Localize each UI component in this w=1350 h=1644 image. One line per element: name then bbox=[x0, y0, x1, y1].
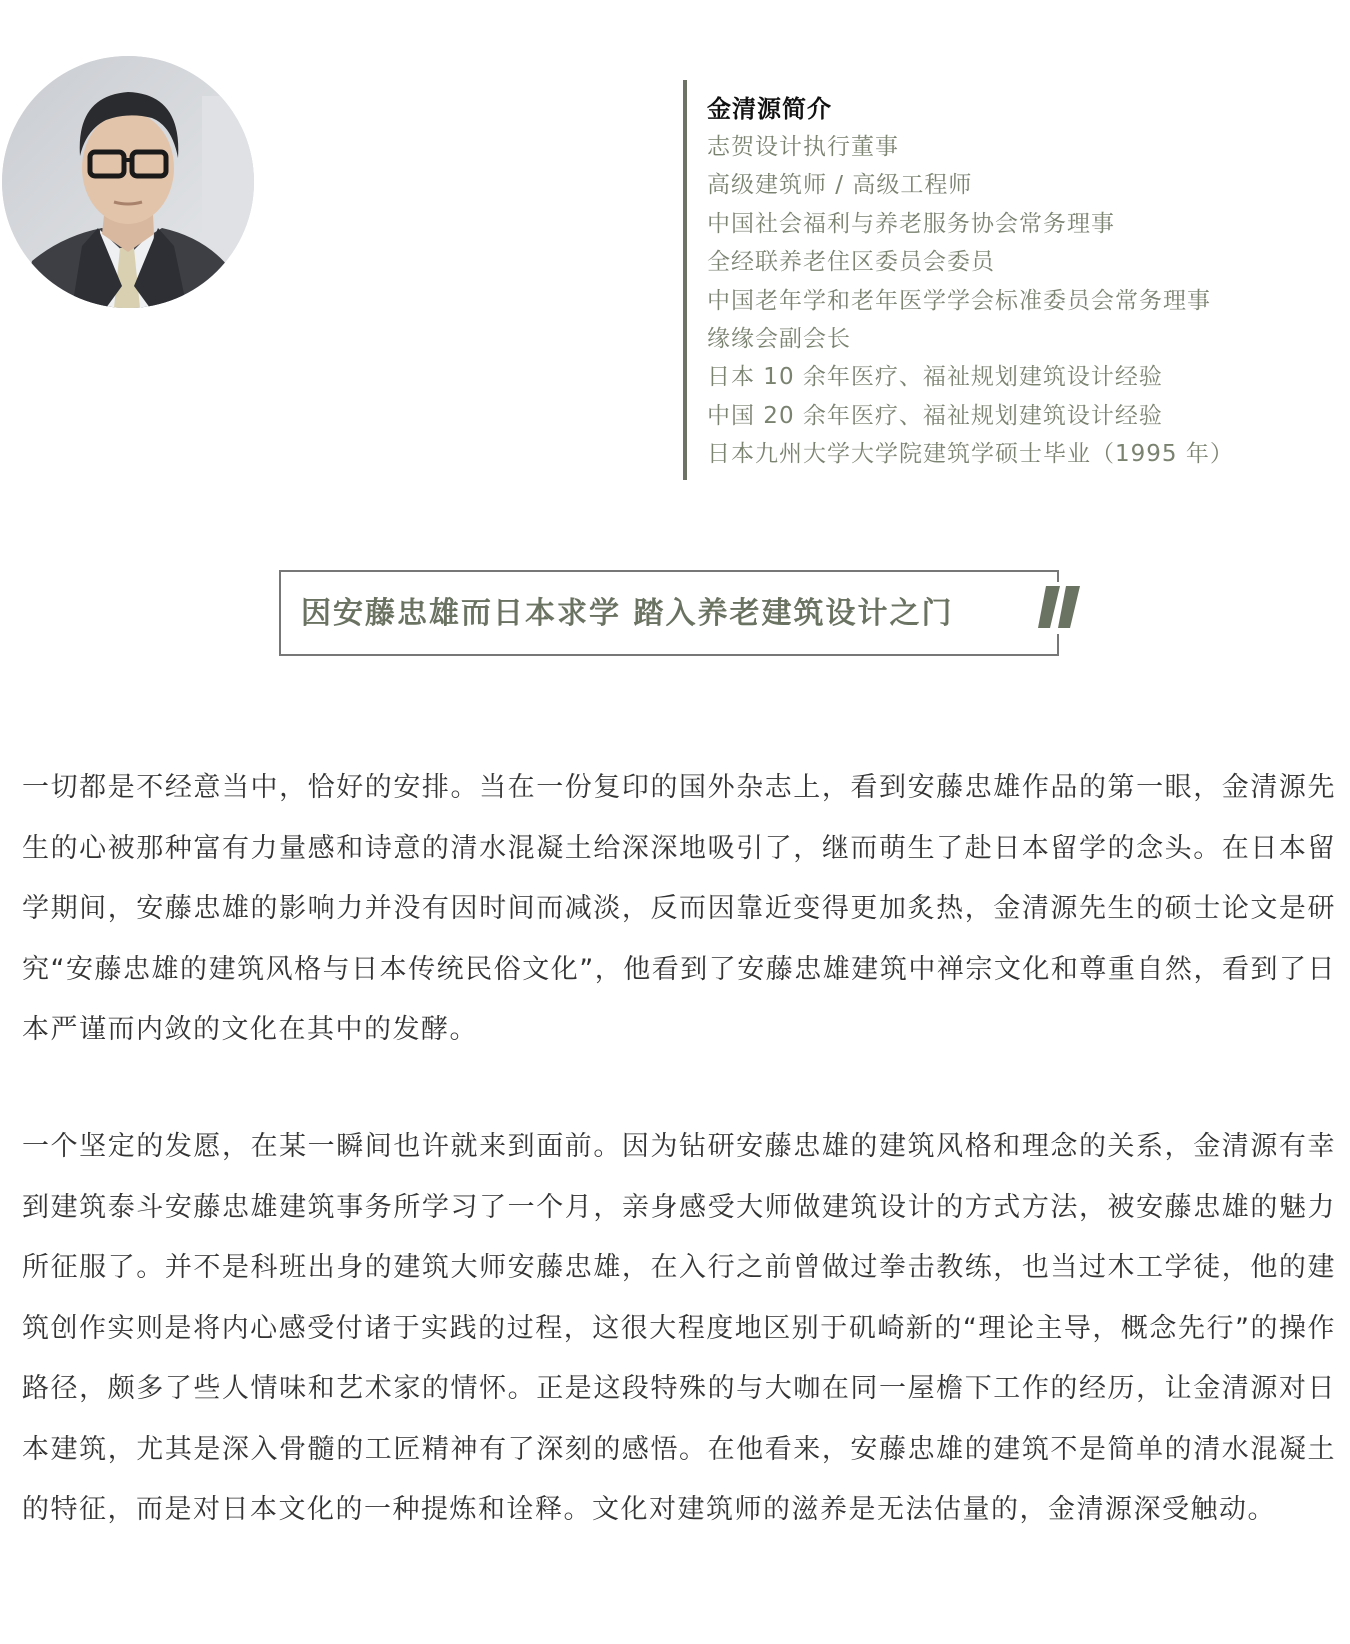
portrait-photo bbox=[2, 56, 254, 308]
bio-line: 中国老年学和老年医学学会标准委员会常务理事 bbox=[707, 287, 1211, 314]
section-headline: 因安藤忠雄而日本求学 踏入养老建筑设计之门 bbox=[301, 596, 954, 631]
quote-mark-icon bbox=[1036, 582, 1084, 634]
bio-title: 金清源简介 bbox=[707, 95, 832, 123]
bio-line: 中国 20 余年医疗、福祉规划建筑设计经验 bbox=[707, 402, 1163, 429]
bio-line: 全经联养老住区委员会委员 bbox=[707, 249, 995, 276]
section-headline-box bbox=[279, 570, 1059, 656]
bio-line: 缘缘会副会长 bbox=[707, 326, 851, 353]
bio-line: 日本 10 余年医疗、福祉规划建筑设计经验 bbox=[707, 364, 1163, 391]
bio-panel bbox=[683, 80, 1347, 480]
bio-line: 日本九州大学大学院建筑学硕士毕业（1995 年） bbox=[707, 441, 1234, 468]
bio-list bbox=[707, 128, 1347, 474]
article-paragraph: 一个坚定的发愿，在某一瞬间也许就来到面前。因为钻研安藤忠雄的建筑风格和理念的关系，金清源有幸到建筑泰斗安藤忠雄建筑事务所学习了一个月，亲身感受大师做建筑设计的方式方法，被安藤忠雄的魅力所征服了。并不是科班出身的建筑大师安藤忠雄，在入行之前曾做过拳击教练，也当过木工学徒，他的建筑创作实则是将内心感受付诸于实践的过程，这很大程度地区别于矶崎新的“理论主导，概念先行”的操作路径，颇多了些人情味和艺术家的情怀。正是这段特殊的与大咖在同一屋檐下工作的经历，让金清源对日本建筑，尤其是深入骨髓的工匠精神有了深刻的感悟。在他看来，安藤忠雄的建筑不是简单的清水混凝土的特征，而是对日本文化的一种提炼和诠释。文化对建筑师的滋养是无法估量的，金清源深受触动。 bbox=[22, 1131, 1336, 1525]
bio-line: 志贺设计执行董事 bbox=[707, 134, 899, 160]
bio-line: 中国社会福利与养老服务协会常务理事 bbox=[707, 210, 1115, 237]
bio-line: 高级建筑师 / 高级工程师 bbox=[707, 172, 973, 199]
article-paragraph: 一切都是不经意当中，恰好的安排。当在一份复印的国外杂志上，看到安藤忠雄作品的第一眼，金清源先生的心被那种富有力量感和诗意的清水混凝土给深深地吸引了，继而萌生了赴日本留学的念头。在日本留学期间，安藤忠雄的影响力并没有因时间而减淡，反而因靠近变得更加炙热，金清源先生的硕士论文是研究“安藤忠雄的建筑风格与日本传统民俗文化”，他看到了安藤忠雄建筑中禅宗文化和尊重自然，看到了日本严谨而内敛的文化在其中的发酵。 bbox=[22, 772, 1336, 1045]
